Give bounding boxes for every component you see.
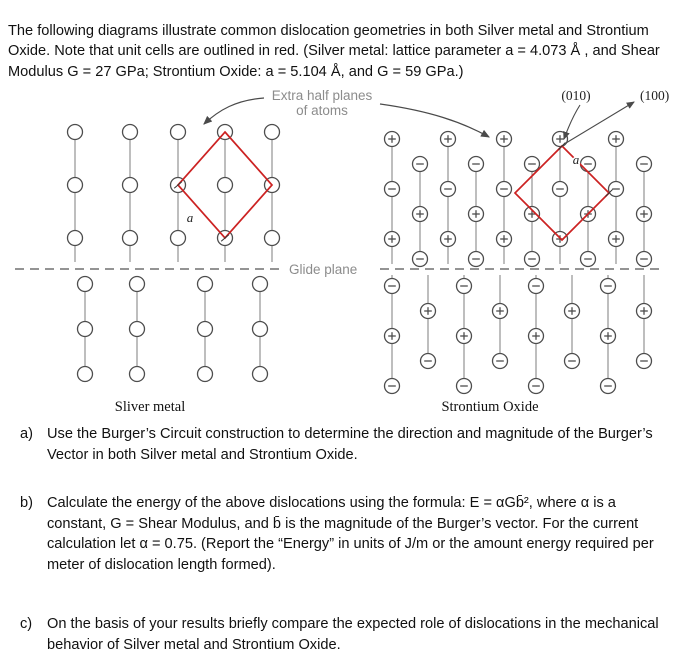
atom-circle <box>198 277 213 292</box>
question-b <box>20 493 660 576</box>
direction-010-arrow <box>564 105 580 139</box>
question-c <box>20 614 660 656</box>
atom-circle <box>218 178 233 193</box>
atom-circle <box>253 367 268 382</box>
question-a-text: Use the Burger’s Circuit construction to determine the direction and magnitude of the Burger’s Vector in both Silver metal and Strontium Oxide. <box>47 426 653 463</box>
extra-half-planes-label-line2: of atoms <box>296 103 348 118</box>
atom-circle <box>68 125 83 140</box>
atom-circle <box>265 231 280 246</box>
atom-circle <box>130 367 145 382</box>
glide-plane-label: Glide plane <box>289 262 358 277</box>
extra-half-planes-label-line1: Extra half planes <box>271 88 373 103</box>
atom-circle <box>123 178 138 193</box>
silver-a-label: a <box>186 210 194 225</box>
atom-circle <box>198 367 213 382</box>
caption-silver: Sliver metal <box>114 399 186 415</box>
question-a <box>20 424 660 466</box>
direction-010-label: (010) <box>561 88 591 103</box>
atom-circle <box>123 125 138 140</box>
caption-strontium-oxide: Strontium Oxide <box>441 399 539 415</box>
dislocation-figure <box>0 84 686 400</box>
extra-half-planes-arrow-left <box>204 98 264 124</box>
direction-100-label: (100) <box>640 88 670 103</box>
sro-a-label: a <box>572 152 580 167</box>
extra-half-planes-arrow-right <box>380 104 489 137</box>
atom-circle <box>198 322 213 337</box>
question-b-text: Calculate the energy of the above dislocations using the formula: E = αGb̄², where α is a constant, G = Shear Modulus, and b̄ is the magnitude of the Burger’s vector. For the current calculation let α = 0.75. (Report the “Energy” in units of J/m or the amount energy required per meter of dislocation length formed). <box>47 494 654 574</box>
atom-circle <box>253 277 268 292</box>
atom-circle <box>78 277 93 292</box>
strontium-oxide-lattice <box>385 132 652 394</box>
question-c-label: c) <box>20 616 33 633</box>
intro-paragraph: The following diagrams illustrate common dislocation geometries in both Silver metal and Strontium Oxide. Note that unit cells are outlined in red. (Silver metal: lattice parameter a = 4.073 Å , and Shear Modulus G = 27 GPa; Strontium Oxide: a = 5.104 Å, and G = 59 GPa.) <box>8 22 660 81</box>
silver-lattice <box>68 125 280 382</box>
question-a-label: a) <box>20 426 33 442</box>
atom-circle <box>171 231 186 246</box>
atom-circle <box>68 231 83 246</box>
atom-circle <box>130 322 145 337</box>
atom-circle <box>130 277 145 292</box>
question-b-label: b) <box>20 494 33 511</box>
atom-circle <box>68 178 83 193</box>
question-c-text: On the basis of your results briefly compare the expected role of dislocations in the mechanical behavior of Silver metal and Strontium Oxide. <box>47 616 659 654</box>
atom-circle <box>171 125 186 140</box>
atom-circle <box>123 231 138 246</box>
atom-circle <box>78 367 93 382</box>
atom-circle <box>78 322 93 337</box>
question-list <box>20 424 660 656</box>
atom-circle <box>253 322 268 337</box>
atom-circle <box>265 125 280 140</box>
